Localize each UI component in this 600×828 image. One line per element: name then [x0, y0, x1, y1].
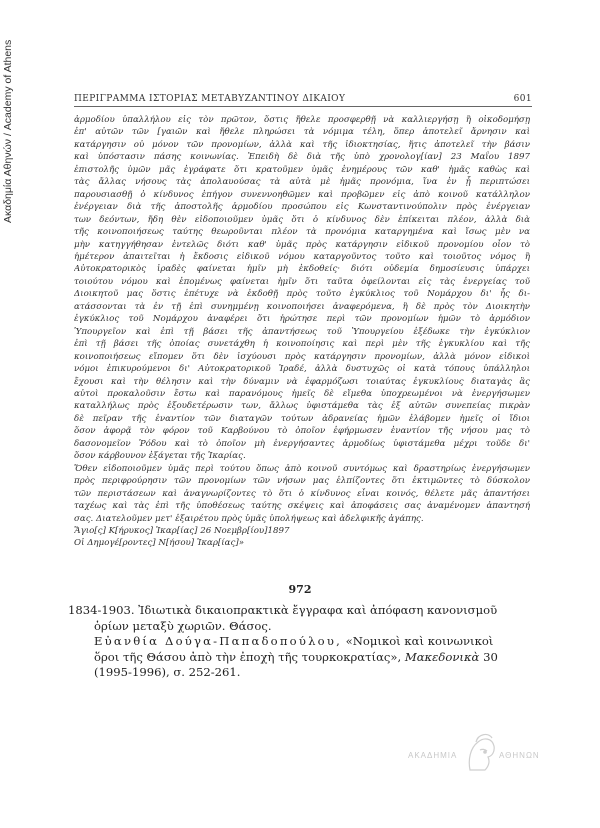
body-line: κατάργησιν οὐ μόνον τῶν προνομίων, ἀλλὰ καὶ τῆς ἰδιοκτησίας, ἥτις ἀποτελεῖ τὴν βάσιν [74, 139, 530, 150]
body-line: Ὅθεν εἰδοποιοῦμεν ὑμᾶς περὶ τούτου ὅπως ἀπὸ κοινοῦ συντόμως καὶ δραστηρίως ἐνεργήσωμεν [74, 463, 530, 474]
watermark-text-right: ΑΘΗΝΩΝ [499, 751, 540, 760]
entry-number: 972 [288, 583, 312, 596]
body-line: μὴν κατηγγήθησαν ἐντελῶς διότι καθ' ὑμᾶς πρὸς κατάργησιν εἰδικοῦ προνομίου οἷον τὸ [74, 239, 530, 250]
body-line: των δεόντων, ἤδη θὲν εἰδοποιοῦμεν ὑμᾶς ὅτι ὁ κίνδυνος δὲν ἐπίκειται πλέον, ἀλλὰ διὰ [74, 214, 530, 225]
entry-line-5: (1995-1996), σ. 252-261. [94, 665, 241, 679]
body-line: ἐπιστολῆς ὑμῶν μᾶς ἐγράφατε ὅτι κρατοῦμεν ὑμᾶς ἐνημέρους τῶν καθ' ἡμᾶς καθὼς καὶ [74, 164, 530, 175]
body-line: ἐπὶ τῇ βάσει τῆς ὁποίας συνετάχθη ἡ κοινοποίησις καὶ περὶ μὲν τῆς ἐγκυκλίου καὶ τῆς [74, 339, 530, 350]
page-header [74, 94, 532, 104]
entry-article-title-cont: ὅροι τῆς Θάσου ἀπὸ τὴν ἐποχὴ τῆς τουρκοκρατίας», [94, 649, 402, 664]
academy-watermark-logo [404, 722, 554, 786]
watermark-text-left: ΑΚΑΔΗΜΙΑ [408, 751, 458, 760]
catalog-entry [68, 603, 534, 681]
entry-journal: Μακεδονικὰ [404, 649, 480, 664]
body-line: ἐγκύκλιος τοῦ Νομάρχου ἀναφέρει ὅτι ἠρώτησε περὶ τῶν προνομίων ἡμῶν τὸ ἁρμόδιον [74, 314, 530, 325]
entry-article-title: «Νομικοὶ καὶ κοινωνικοὶ [345, 634, 494, 648]
body-line: καὶ ὑπόστασιν πάσης κοινωνίας. Ἐπειδὴ δὲ διὰ τῆς ὑπὸ χρονολογ[ίαν] 23 Μαΐου 1897 [74, 152, 530, 163]
entry-volume: 30 [483, 649, 498, 664]
body-line: τῶν περιστάσεων καὶ ἀναγνωρίζοντες τὸ ὅτι ὁ κίνδυνος εἶναι κοινός, θέλετε μᾶς ἀπαντήσει [74, 488, 530, 499]
body-line: σας. Διατελοῦμεν μετ' ἐξαιρέτου πρὸς ὑμᾶς ὑπολήψεως καὶ ἀδελφικῆς ἀγάπης. [74, 513, 424, 524]
archive-side-label: Ακαδημία Αθηνών / Academy of Athens [2, 40, 14, 224]
header-divider [74, 106, 532, 107]
body-line: ταχέως καὶ τὰς ἐπὶ τῆς ὑποθέσεως ταύτης σκέψεις καὶ ἀποφάσεις σας ἀναμένομεν ἀπαντησή [74, 501, 530, 512]
body-line: ἔχουσι καὶ τὴν θέλησιν καὶ τὴν δύναμιν νὰ ἐφαρμόζωσι τοιαύτας ἐγκυκλίους διαταγὰς ἃς [74, 376, 530, 387]
page-number: 601 [513, 94, 532, 104]
body-line: Αὐτοκρατορικὸς ἰραδὲς φαίνεται ἡμῖν μὴ ἐκδοθείς· διότι οὐδεμία δημοσίευσις ὑπάρχει [74, 264, 530, 275]
body-line: καταλλήλως πρὸς ἐξουδετέρωσιν των, ἄλλως ὑφιστάμεθα τὰς ἐξ αὐτῶν συνεπείας πικρὰν [74, 401, 530, 412]
entry-line-2: ὁρίων μεταξὺ χωριῶν. Θάσος. [94, 618, 272, 633]
athena-head-icon [464, 730, 498, 778]
body-line: Διοικητοῦ μας ὅστις ἐπέτυχε νὰ ἐκδοθῇ πρὸς τοῦτο ἐγκύκλιος τοῦ Νομάρχου δι' ἧς δι- [74, 289, 530, 300]
body-line: ἐνέργειαν διὰ τῆς ἀποστολῆς ἁρμοδίου προσώπου εἰς Κωνσταντινούπολιν πρὸς ἐνέργειαν [74, 202, 530, 213]
body-line: Ἅγιο[ς] Κ[ήρυκος] Ἰκαρ[ίας] 26 Νοεμβρ[ίου]1897 [74, 525, 290, 536]
body-line: ὅσον κάρβουνον ἐξάγεται τῆς Ἰκαρίας. [74, 451, 246, 462]
entry-line-3 [68, 634, 534, 650]
body-line: ἁρμοδίου ὑπαλλήλου εἰς τὸν πρῶτον, ὅστις ἤθελε προσφερθῇ νὰ καλλιεργήσῃ ἢ οἰκοδομήσῃ [74, 115, 530, 125]
body-line: νόμοι ἐπικυρούμενοι δι' Αὐτοκρατορικοῦ Ἰραδέ, ἀλλὰ δυστυχῶς οἱ κατὰ τόπους ὑπάλληλοι [74, 364, 530, 375]
entry-line-4 [68, 650, 534, 666]
entry-author: Εὐανθία Δούγα-Παπαδοπούλου, [94, 634, 342, 648]
body-line: τοιούτου νόμου καὶ ἑπομένως φαίνεται ἡμῖν ὅτι ταῦτα ὀφείλονται εἰς τὰς ἐνεργείας τοῦ [74, 276, 530, 287]
body-line: τὰς ἄλλας νήσους τὰς ἀπολαυούσας τὰ αὐτὰ μὲ ἡμᾶς προνόμια, ἵνα ἐν ᾗ περιπτώσει [74, 177, 530, 188]
body-line: παρουσιασθῇ ὁ κίνδυνος ἐπήγον συνεννοηθῶμεν καὶ προβῶμεν εἰς ἀπὸ κοινοῦ κατάλληλον [74, 189, 530, 200]
body-line: αὐτοὶ προκαλοῦσιν ἔστω καὶ παρανόμους ἡμεῖς δὲ εἴμεθα ὑποχρεωμένοι νὰ ἐνεργήσωμεν [74, 388, 530, 399]
body-line: ἐπ' αὐτῶν τῶν [γαιῶν καὶ ἤθελε πληρώσει τὰ νόμιμα τέλη, ὅπερ ἀποτελεῖ ἄρνησιν καὶ [74, 127, 530, 138]
body-line: δασονομεῖον Ῥόδου καὶ τὸ ὁποῖον μὴ ἐνεργήσαντες ἁρμοδίως ὑφιστάμεθα μέχρι τοῦδε δι' [74, 438, 530, 449]
entry-line-1: 1834-1903. Ἰδιωτικὰ δικαιοπρακτικὰ ἔγγραφα καὶ ἀπόφαση κανονισμοῦ [68, 603, 498, 617]
body-line: πρὸς περιφρούρησιν τῶν προνομίων τῶν νήσων μας ἐλπίζοντες ὅτι ἐκτιμῶντες τὸ δύσκολον [74, 476, 530, 487]
body-line: ατάσσονται τὰ ἐν τῇ ἐπὶ συνημμένῃ κοινοποιήσει ἀναφερόμενα, ἢ δὲ πρὸς τὸν Διοικητὴν [74, 301, 530, 312]
running-title: ΠΕΡΙΓΡΑΜΜΑ ΙΣΤΟΡΙΑΣ ΜΕΤΑΒΥΖΑΝΤΙΝΟΥ ΔΙΚΑΙΟΥ [74, 94, 346, 104]
body-line: ἡμέτερον ἀπαιτεῖται ἡ ἔκδοσις εἰδικοῦ νόμου καταργοῦντος τοῦτο καὶ τοιοῦτος νόμος ἢ [74, 251, 530, 262]
body-line: Οἱ Δημογέ[ροντες] Ν[ήσου] Ἰκαρ[ίας]» [74, 538, 244, 549]
body-line: κοινοποιήσεως εἴπομεν ὅτι δὲν ἰσχύουσι πρὸς κατάργησιν προνομίων, ἀλλὰ μόνον εἰδικοὶ [74, 351, 530, 362]
body-line: τῆς κοινοποιήσεως ταύτης θεωροῦνται πλέον τὰ προνόμια καταργημένα καὶ ἴσως μὲν να [74, 227, 530, 238]
body-line: Ὑπουργεῖον καὶ ἐπὶ τῇ βάσει τῆς ἀπαντήσεως τοῦ Ὑπουργείου ἐξέδωκε τὴν ἐγκύκλιον [74, 326, 530, 337]
quoted-document-text [74, 114, 530, 550]
body-line: δὲ πεῖραν τῆς ἐναντίον τῶν διαταγῶν τούτων ἀδρανείας ἡμῶν ἐλάβομεν ἡμεῖς οἱ ἴδιοι [74, 413, 530, 424]
body-line: ὅσον ἀφορᾷ τὸν φόρον τοῦ Καρβούνου τὸ ὁποῖον ἐφήρμωσεν ἐναντίον τῆς νήσου μας τὸ [74, 426, 530, 437]
